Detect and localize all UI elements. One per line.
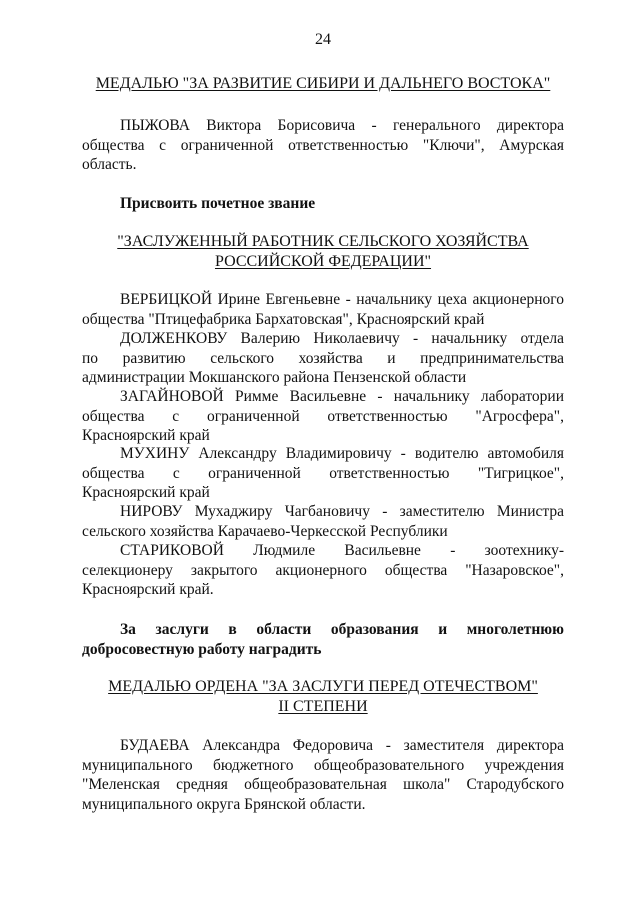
recipient-zagaynova bbox=[82, 387, 564, 446]
assign-title: Присвоить почетное звание bbox=[120, 195, 316, 212]
paragraph-line: администрации Мокшанского района Пензенской области bbox=[82, 369, 467, 386]
medal-order-heading bbox=[82, 677, 564, 717]
page-number: 24 bbox=[315, 31, 331, 48]
paragraph-line: Красноярский край bbox=[82, 427, 210, 444]
recipient-verbitskaya bbox=[82, 290, 564, 329]
paragraph-line: НИРОВУ Мухаджиру Чагбановичу - заместителю Министра bbox=[120, 503, 564, 520]
medal-siberia-title: МЕДАЛЬЮ "ЗА РАЗВИТИЕ СИБИРИ И ДАЛЬНЕГО ВОСТОКА" bbox=[95, 75, 551, 92]
paragraph-line: МУХИНУ Александру Владимировичу - водителю автомобиля bbox=[120, 445, 564, 462]
paragraph-line: муниципального округа Брянской области. bbox=[82, 795, 366, 813]
paragraph-line: общества "Птицефабрика Бархатовская", Красноярский край bbox=[82, 310, 485, 328]
paragraph-line: общества с ограниченной ответственностью "Тигрицкое", bbox=[82, 464, 564, 482]
recipient-mukhin bbox=[82, 444, 564, 503]
paragraph-line: "Меленская средняя общеобразовательная школа" Стародубского bbox=[82, 776, 564, 793]
recipient-dolzhenkov bbox=[82, 329, 564, 388]
paragraph-line: БУДАЕВА Александра Федоровича - заместителя директора bbox=[120, 737, 564, 754]
paragraph-line: муниципального бюджетного общеобразовательного учреждения bbox=[82, 756, 564, 774]
paragraph-line: сельского хозяйства Карачаево-Черкесской Республики bbox=[82, 522, 448, 540]
paragraph-line: ПЫЖОВА Виктора Борисовича - генерального директора bbox=[120, 117, 564, 134]
paragraph-line: Красноярский край bbox=[82, 484, 210, 501]
paragraph-line: За заслуги в области образования и многолетнюю bbox=[120, 621, 564, 638]
honored-worker-title-line: "ЗАСЛУЖЕННЫЙ РАБОТНИК СЕЛЬСКОГО ХОЗЯЙСТВА bbox=[117, 233, 529, 250]
recipient-nirov bbox=[82, 502, 564, 541]
honored-worker-title-line: РОССИЙСКОЙ ФЕДЕРАЦИИ" bbox=[214, 253, 432, 270]
medal-order-title-line: II СТЕПЕНИ bbox=[278, 698, 368, 715]
paragraph-line: ВЕРБИЦКОЙ Ирине Евгеньевне - начальнику цеха акционерного bbox=[120, 291, 564, 308]
education-award-paragraph bbox=[82, 620, 564, 659]
paragraph-line: по развитию сельского хозяйства и предпринимательства bbox=[82, 349, 564, 367]
medal-order-title-line: МЕДАЛЬЮ ОРДЕНА "ЗА ЗАСЛУГИ ПЕРЕД ОТЕЧЕСТВОМ" bbox=[108, 678, 538, 695]
paragraph-line: добросовестную работу наградить bbox=[82, 640, 322, 658]
honored-worker-heading bbox=[82, 232, 564, 272]
paragraph-line: область. bbox=[82, 156, 137, 173]
assign-title-paragraph bbox=[82, 194, 564, 214]
paragraph-line: общества с ограниченной ответственностью "Агросфера", bbox=[82, 407, 564, 425]
budaeva-paragraph bbox=[82, 736, 564, 814]
recipient-starikova bbox=[82, 541, 564, 600]
paragraph-line: СТАРИКОВОЙ Людмиле Васильевне - зоотехнику- bbox=[120, 542, 564, 559]
paragraph-line: селекционеру закрытого акционерного общества "Назаровское", bbox=[82, 561, 564, 579]
paragraph-line: общества с ограниченной ответственностью "Ключи", Амурская bbox=[82, 136, 564, 154]
paragraph-line: ЗАГАЙНОВОЙ Римме Васильевне - начальнику лаборатории bbox=[120, 388, 564, 405]
pyzhova-paragraph bbox=[82, 116, 564, 175]
paragraph-line: ДОЛЖЕНКОВУ Валерию Николаевичу - начальнику отдела bbox=[120, 330, 564, 347]
paragraph-line: Красноярский край. bbox=[82, 581, 214, 598]
medal-siberia-heading bbox=[82, 74, 564, 94]
